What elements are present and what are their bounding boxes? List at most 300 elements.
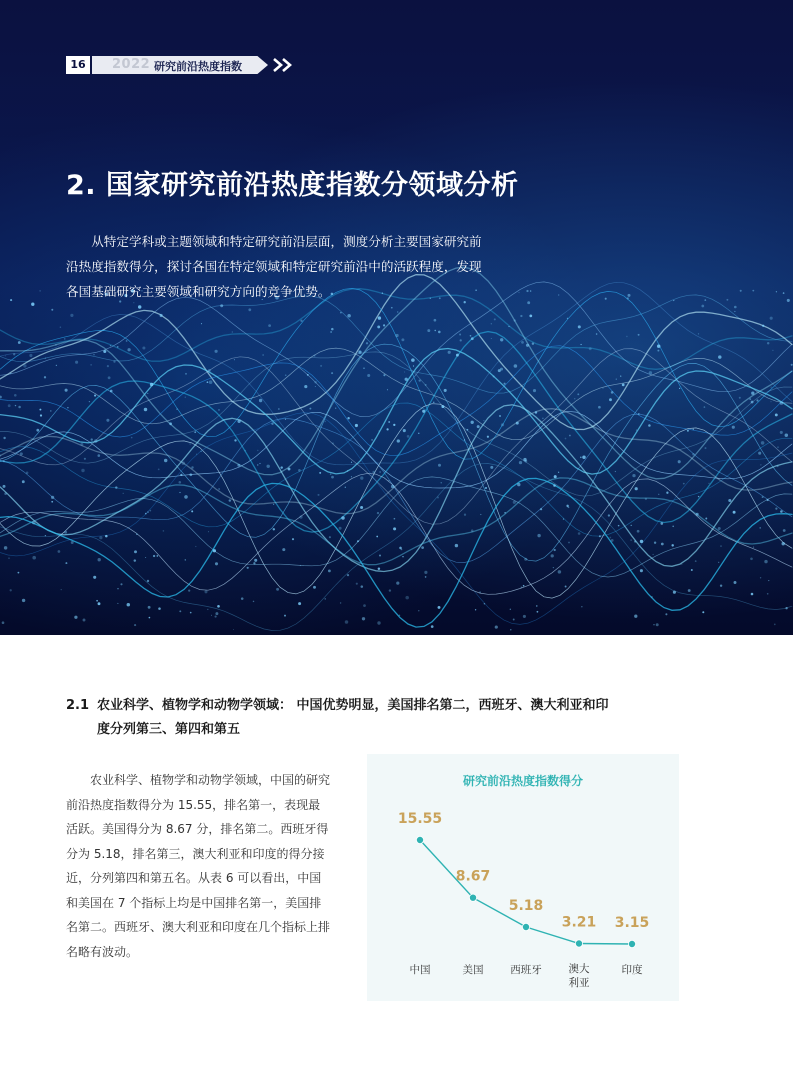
particle-dot — [60, 326, 61, 327]
particle-dot — [299, 516, 302, 519]
particle-dot — [657, 350, 659, 352]
particle-dot — [609, 398, 612, 401]
particle-dot — [360, 476, 363, 479]
particle-dot — [705, 447, 707, 449]
particle-dot — [371, 439, 373, 441]
particle-dot — [215, 562, 218, 565]
particle-dot — [276, 588, 279, 591]
particle-dot — [405, 378, 408, 381]
particle-dot — [609, 537, 611, 539]
particle-dot — [514, 364, 518, 368]
particle-dot — [18, 406, 21, 409]
particle-dot — [705, 518, 707, 520]
particle-dot — [477, 425, 480, 428]
particle-dot — [626, 336, 627, 337]
particle-dot — [103, 350, 106, 353]
particle-dot — [284, 615, 286, 617]
particle-dot — [679, 388, 680, 389]
particle-dot — [645, 498, 647, 500]
particle-dot — [493, 375, 495, 377]
particle-dot — [83, 619, 86, 622]
wave-line — [0, 295, 792, 393]
particle-dot — [602, 388, 603, 389]
particle-dot — [360, 506, 363, 509]
particle-dot — [500, 338, 503, 341]
particle-dot — [220, 304, 223, 307]
particle-dot — [634, 615, 637, 618]
particle-dot — [39, 409, 41, 411]
particle-dot — [307, 374, 309, 376]
particle-dot — [732, 426, 735, 429]
particle-dot — [622, 384, 625, 387]
particle-dot — [718, 527, 721, 530]
particle-dot — [634, 540, 636, 542]
particle-dot — [759, 527, 761, 529]
particle-dot — [762, 496, 764, 498]
particle-dot — [526, 290, 528, 292]
particle-dot — [134, 559, 136, 561]
particle-dot — [780, 431, 783, 434]
particle-dot — [164, 459, 167, 462]
particle-dot — [148, 606, 151, 609]
particle-dot — [524, 558, 527, 561]
particle-dot — [740, 290, 742, 292]
particle-dot — [487, 436, 489, 438]
particle-dot — [64, 338, 65, 339]
particle-dot — [540, 508, 542, 510]
particle-dot — [519, 461, 522, 464]
particle-dot — [475, 609, 476, 610]
particle-dot — [213, 549, 216, 552]
particle-dot — [32, 556, 36, 560]
particle-dot — [768, 580, 769, 581]
particle-dot — [4, 492, 7, 495]
particle-dot — [340, 312, 341, 313]
particle-dot — [51, 496, 54, 499]
particle-dot — [56, 365, 57, 366]
section-intro: 从特定学科或主题领域和特定研究前沿层面，测度分析主要国家研究前沿热度指数得分，探讨各国在特定领域和特定研究前沿中的活跃程度，发现各国基础研究主要领域和研究方向的竞争优势。 — [66, 234, 482, 299]
data-point — [628, 940, 635, 947]
particle-dot — [554, 475, 557, 478]
particle-dot — [268, 324, 271, 327]
particle-dot — [358, 350, 361, 353]
particle-dot — [20, 452, 23, 455]
particle-dot — [201, 323, 202, 324]
particle-dot — [433, 402, 434, 403]
particle-dot — [127, 603, 130, 606]
particle-dot — [5, 355, 6, 356]
particle-dot — [501, 423, 504, 426]
particle-dot — [495, 626, 498, 629]
particle-dot — [770, 386, 771, 387]
particle-dot — [149, 617, 151, 619]
particle-dot — [300, 565, 301, 566]
particle-dot — [200, 451, 201, 452]
particle-dot — [589, 347, 592, 350]
particle-dot — [665, 613, 667, 615]
particle-dot — [282, 548, 285, 551]
particle-dot — [285, 419, 286, 420]
particle-dot — [611, 391, 614, 394]
particle-dot — [126, 340, 128, 342]
particle-dot — [537, 534, 540, 537]
particle-dot — [347, 314, 351, 318]
particle-dot — [695, 560, 697, 562]
particle-dot — [366, 342, 368, 344]
particle-dot — [271, 423, 273, 425]
particle-dot — [163, 530, 165, 532]
particle-dot — [766, 499, 768, 501]
particle-dot — [405, 596, 409, 600]
particle-dot — [387, 389, 388, 390]
particle-dot — [767, 593, 769, 595]
particle-dot — [93, 354, 95, 356]
particle-dot — [355, 424, 358, 427]
particle-dot — [638, 413, 639, 414]
particle-dot — [45, 358, 46, 359]
particle-dot — [553, 567, 554, 568]
particle-dot — [751, 401, 754, 404]
particle-dot — [80, 443, 83, 446]
particle-dot — [526, 344, 529, 347]
particle-dot — [521, 341, 524, 344]
particle-dot — [257, 450, 258, 451]
particle-dot — [425, 576, 427, 578]
particle-dot — [91, 438, 93, 440]
x-tick-label: 澳大 — [568, 963, 590, 975]
particle-dot — [379, 430, 380, 431]
particle-dot — [649, 371, 652, 374]
particle-dot — [208, 369, 211, 372]
particle-dot — [330, 331, 332, 333]
particle-dot — [753, 546, 754, 547]
particle-dot — [529, 315, 532, 318]
particle-dot — [117, 588, 118, 589]
particle-dot — [105, 535, 108, 538]
particle-dot — [273, 528, 275, 530]
particle-dot — [208, 531, 209, 532]
particle-dot — [523, 615, 526, 618]
particle-dot — [554, 549, 556, 551]
particle-dot — [40, 414, 42, 416]
particle-dot — [71, 541, 74, 544]
particle-dot — [278, 408, 279, 409]
particle-dot — [513, 501, 516, 504]
particle-dot — [215, 616, 217, 618]
particle-dot — [535, 411, 537, 413]
data-label: 8.67 — [455, 868, 491, 885]
particle-dot — [393, 527, 396, 530]
particle-dot — [516, 422, 519, 425]
particle-dot — [150, 383, 153, 386]
particle-dot — [678, 460, 681, 463]
particle-dot — [356, 583, 358, 585]
particle-dot — [764, 560, 767, 563]
particle-dot — [50, 410, 52, 412]
particle-dot — [345, 487, 346, 488]
particle-dot — [65, 562, 67, 564]
particle-dot — [460, 339, 462, 341]
particle-dot — [733, 511, 736, 514]
particle-dot — [605, 298, 607, 300]
particle-dot — [134, 550, 137, 553]
particle-dot — [631, 525, 632, 526]
particle-dot — [598, 406, 601, 409]
particle-dot — [683, 483, 685, 485]
particle-dot — [483, 420, 484, 421]
particle-dot — [134, 624, 136, 626]
particle-dot — [266, 465, 269, 468]
particle-dot — [750, 558, 753, 561]
particle-dot — [780, 401, 783, 404]
particle-dot — [147, 580, 149, 582]
particle-dot — [640, 540, 643, 543]
particle-dot — [692, 453, 695, 456]
particle-dot — [319, 472, 321, 474]
particle-dot — [517, 483, 520, 486]
particle-dot — [514, 319, 516, 321]
particle-dot — [189, 473, 192, 476]
particle-dot — [209, 380, 213, 384]
particle-dot — [418, 610, 419, 611]
data-point — [522, 923, 529, 930]
particle-dot — [237, 464, 240, 467]
particle-dot — [616, 378, 617, 379]
particle-dot — [51, 309, 53, 311]
particle-dot — [508, 326, 509, 327]
particle-dot — [18, 341, 21, 344]
data-point — [575, 940, 582, 947]
particle-dot — [98, 602, 101, 605]
particle-dot — [331, 476, 334, 479]
subsection-title-line2: 度分列第三、第四和第五 — [97, 722, 241, 737]
particle-dot — [8, 404, 11, 407]
particle-dot — [15, 405, 16, 406]
particle-dot — [23, 364, 26, 367]
particle-dot — [357, 540, 359, 542]
score-line-chart — [367, 754, 679, 1001]
particle-dot — [770, 317, 773, 320]
particle-dot — [491, 323, 492, 324]
particle-dot — [388, 480, 389, 481]
particle-dot — [179, 481, 182, 484]
particle-dot — [783, 292, 785, 294]
particle-dot — [74, 616, 77, 619]
particle-dot — [448, 351, 451, 354]
particle-dot — [115, 486, 117, 488]
particle-dot — [751, 392, 754, 395]
particle-dot — [567, 318, 568, 319]
particle-dot — [578, 325, 581, 328]
particle-dot — [431, 625, 434, 628]
particle-dot — [422, 410, 425, 413]
x-tick-label: 中国 — [409, 964, 431, 976]
particle-dot — [179, 492, 180, 493]
particle-dot — [393, 424, 395, 426]
particle-dot — [688, 589, 691, 592]
particle-dot — [783, 529, 786, 532]
particle-dot — [708, 483, 709, 484]
particle-dot — [785, 433, 788, 436]
particle-dot — [615, 471, 616, 472]
particle-dot — [444, 389, 447, 392]
particle-dot — [666, 492, 668, 494]
particle-dot — [704, 406, 706, 408]
particle-dot — [347, 470, 348, 471]
particle-dot — [113, 360, 115, 362]
particle-dot — [653, 624, 654, 625]
particle-dot — [136, 534, 137, 535]
particle-dot — [191, 510, 193, 512]
particle-dot — [386, 428, 388, 430]
particle-dot — [169, 422, 172, 425]
particle-dot — [425, 384, 427, 386]
section-title: 2. 国家研究前沿热度指数分领域分析 — [66, 170, 519, 201]
particle-dot — [726, 299, 728, 301]
particle-dot — [179, 610, 181, 612]
particle-dot — [734, 311, 735, 312]
particle-dot — [377, 512, 379, 514]
particle-dot — [237, 420, 240, 423]
particle-dot — [518, 292, 519, 293]
particle-dot — [565, 586, 567, 588]
particle-dot — [84, 458, 86, 460]
particle-dot — [157, 555, 159, 557]
particle-dot — [490, 466, 493, 469]
particle-dot — [331, 328, 334, 331]
particle-dot — [580, 344, 581, 345]
particle-dot — [756, 399, 758, 401]
particle-dot — [551, 554, 554, 557]
particle-dot — [383, 324, 385, 326]
particle-dot — [632, 474, 635, 477]
particle-dot — [485, 487, 487, 489]
particle-dot — [98, 558, 101, 561]
particle-dot — [698, 333, 699, 334]
particle-dot — [401, 338, 404, 341]
particle-dot — [438, 331, 441, 334]
particle-dot — [180, 474, 182, 476]
particle-dot — [75, 361, 78, 364]
particle-dot — [620, 375, 621, 376]
particle-dot — [363, 367, 365, 369]
particle-dot — [718, 355, 721, 358]
particle-dot — [628, 294, 631, 297]
particle-dot — [158, 607, 161, 610]
particle-dot — [98, 454, 101, 457]
data-point — [416, 836, 423, 843]
particle-dot — [718, 562, 719, 563]
particle-dot — [687, 430, 689, 432]
particle-dot — [749, 398, 751, 400]
particle-dot — [65, 389, 68, 392]
particle-dot — [320, 365, 322, 367]
running-header — [66, 56, 296, 74]
particle-dot — [775, 507, 777, 509]
particle-dot — [233, 629, 234, 630]
particle-dot — [565, 438, 567, 440]
particle-dot — [568, 542, 570, 544]
particle-dot — [314, 381, 317, 384]
particle-dot — [94, 439, 97, 442]
particle-dot — [391, 485, 395, 489]
particle-dot — [313, 355, 315, 357]
particle-dot — [467, 429, 469, 431]
data-label: 15.55 — [397, 811, 443, 827]
particle-dot — [67, 407, 68, 408]
particle-dot — [648, 424, 651, 427]
particle-dot — [288, 468, 291, 471]
particle-dot — [760, 464, 761, 465]
particle-dot — [441, 405, 444, 408]
particle-dot — [117, 603, 118, 604]
particle-dot — [142, 346, 145, 349]
particle-dot — [701, 305, 704, 308]
particle-dot — [131, 437, 133, 439]
particle-dot — [419, 379, 421, 381]
particle-dot — [661, 543, 664, 546]
particle-dot — [191, 466, 193, 468]
particle-dot — [331, 372, 333, 374]
particle-dot — [280, 466, 282, 468]
particle-dot — [608, 514, 610, 516]
particle-dot — [782, 542, 785, 545]
particle-dot — [51, 501, 53, 503]
particle-dot — [22, 599, 25, 602]
particle-dot — [578, 532, 581, 535]
particle-dot — [147, 511, 149, 513]
particle-dot — [244, 450, 246, 452]
particle-dot — [471, 529, 474, 532]
particle-dot — [81, 469, 84, 472]
particle-dot — [527, 301, 530, 304]
particle-dot — [704, 299, 706, 301]
particle-dot — [185, 397, 186, 398]
particle-dot — [262, 354, 263, 355]
particle-dot — [185, 559, 186, 560]
particle-dot — [377, 325, 380, 328]
particle-dot — [577, 393, 579, 395]
particle-dot — [777, 447, 778, 448]
particle-dot — [330, 473, 332, 475]
particle-dot — [259, 399, 262, 402]
particle-dot — [397, 439, 400, 442]
x-tick-label: 利亚 — [568, 977, 590, 989]
particle-dot — [328, 569, 331, 572]
data-point — [469, 894, 476, 901]
particle-dot — [471, 337, 474, 340]
data-label: 3.15 — [614, 915, 650, 931]
particle-dot — [569, 435, 571, 437]
particle-dot — [530, 290, 532, 292]
particle-dot — [563, 519, 564, 520]
particle-dot — [145, 557, 146, 558]
particle-dot — [309, 408, 311, 410]
particle-dot — [160, 314, 163, 317]
particle-dot — [145, 513, 147, 515]
particle-dot — [335, 408, 336, 409]
particle-dot — [455, 544, 458, 547]
particle-dot — [70, 314, 73, 317]
particle-dot — [29, 354, 32, 357]
page-number: 16 — [66, 56, 90, 74]
particle-dot — [627, 297, 629, 299]
particle-dot — [194, 431, 196, 433]
particle-dot — [196, 454, 197, 455]
particle-dot — [596, 333, 598, 335]
particle-dot — [153, 555, 155, 557]
particle-dot — [189, 443, 190, 444]
